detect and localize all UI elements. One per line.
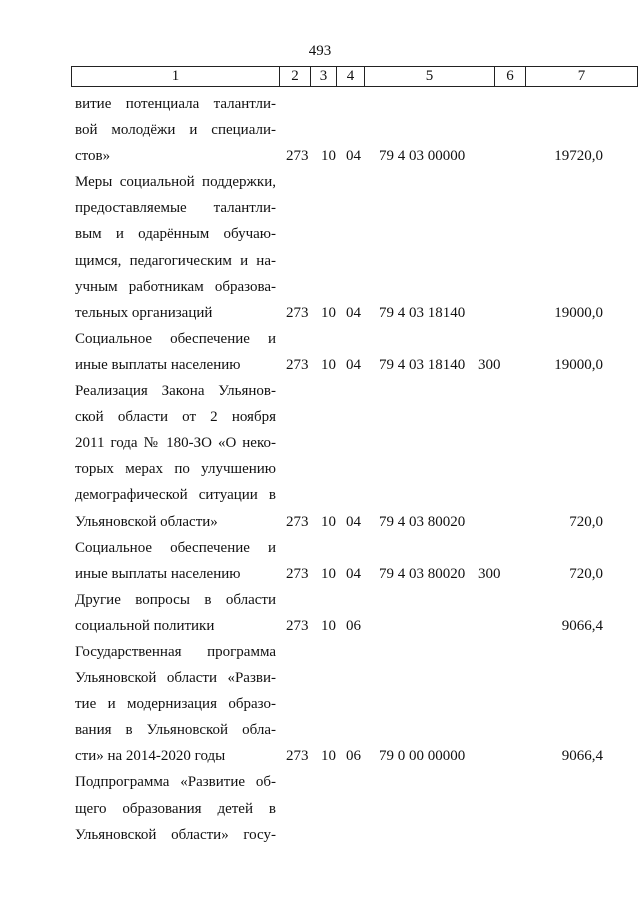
- row-codes: [0, 143, 640, 169]
- cell-c5: 79 4 03 18140: [379, 356, 466, 373]
- description-line: стов»: [75, 148, 111, 165]
- description-line: Социальное обеспечение и: [75, 330, 276, 347]
- cell-c5: 79 4 03 80020: [379, 565, 466, 582]
- description-line: иные выплаты населению: [75, 565, 241, 582]
- cell-c3: 10: [321, 748, 336, 765]
- row-codes: [0, 743, 640, 769]
- description-line: Другие вопросы в области: [75, 591, 276, 608]
- cell-c6: 300: [478, 565, 501, 582]
- header-col-7: 7: [526, 66, 638, 87]
- cell-c4: 04: [346, 148, 361, 165]
- table-row: [0, 639, 640, 769]
- table-row: [0, 587, 640, 639]
- table-row: [0, 326, 640, 378]
- row-codes: [0, 822, 640, 848]
- cell-c4: 06: [346, 617, 361, 634]
- cell-c5: 79 0 00 00000: [379, 748, 466, 765]
- cell-c3: 10: [321, 148, 336, 165]
- description-line: Ульяновской области» госу-: [75, 826, 276, 843]
- description-line: Государственная программа: [75, 643, 276, 660]
- description-line: тие и модернизация образо-: [75, 696, 276, 713]
- cell-c4: 06: [346, 748, 361, 765]
- row-codes: [0, 561, 640, 587]
- cell-c2: 273: [286, 617, 309, 634]
- table-row: [0, 535, 640, 587]
- description-line: Подпрограмма «Развитие об-: [75, 774, 276, 791]
- cell-c7: 9066,4: [561, 617, 603, 634]
- cell-c2: 273: [286, 148, 309, 165]
- description-line: Ульяновской области «Разви-: [75, 670, 276, 687]
- table-header: [71, 66, 638, 87]
- description-line: Меры социальной поддержки,: [75, 174, 276, 191]
- description-line: иные выплаты населению: [75, 356, 241, 373]
- description-line: Реализация Закона Ульянов-: [75, 383, 276, 400]
- cell-c5: 79 4 03 18140: [379, 304, 466, 321]
- cell-c7: 720,0: [569, 513, 603, 530]
- header-col-1: 1: [71, 66, 280, 87]
- cell-c7: 19000,0: [554, 356, 603, 373]
- description-line: вым и одарённым обучаю-: [75, 226, 276, 243]
- cell-c2: 273: [286, 356, 309, 373]
- description-line: Ульяновской области»: [75, 513, 218, 530]
- description-line: сти» на 2014-2020 годы: [75, 748, 226, 765]
- cell-c4: 04: [346, 565, 361, 582]
- cell-c2: 273: [286, 304, 309, 321]
- cell-c7: 19000,0: [554, 304, 603, 321]
- description-line: щимся, педагогическим и на-: [75, 252, 276, 269]
- table-row: [0, 769, 640, 847]
- cell-c3: 10: [321, 617, 336, 634]
- cell-c3: 10: [321, 565, 336, 582]
- header-col-6: 6: [495, 66, 526, 87]
- cell-c3: 10: [321, 356, 336, 373]
- row-codes: [0, 613, 640, 639]
- cell-c6: 300: [478, 356, 501, 373]
- cell-c7: 19720,0: [554, 148, 603, 165]
- description-line: ской области от 2 ноября: [75, 409, 276, 426]
- table-body: [0, 91, 640, 848]
- description-line: 2011 года № 180-ЗО «О неко-: [75, 435, 276, 452]
- row-codes: [0, 509, 640, 535]
- description-line: вой молодёжи и специали-: [75, 122, 276, 139]
- row-codes: [0, 300, 640, 326]
- description-line: щего образования детей в: [75, 800, 276, 817]
- description-line: тельных организаций: [75, 304, 213, 321]
- cell-c4: 04: [346, 304, 361, 321]
- description-line: торых мерах по улучшению: [75, 461, 276, 478]
- header-col-3: 3: [311, 66, 337, 87]
- table-row: [0, 169, 640, 326]
- description-line: демографической ситуации в: [75, 487, 276, 504]
- description-line: Социальное обеспечение и: [75, 539, 276, 556]
- cell-c7: 9066,4: [561, 748, 603, 765]
- header-col-5: 5: [365, 66, 495, 87]
- description-line: предоставляемые талантли-: [75, 200, 276, 217]
- cell-c5: 79 4 03 80020: [379, 513, 466, 530]
- description-line: учным работникам образова-: [75, 278, 276, 295]
- cell-c3: 10: [321, 513, 336, 530]
- description-line: вания в Ульяновской обла-: [75, 722, 276, 739]
- row-codes: [0, 352, 640, 378]
- header-col-2: 2: [280, 66, 311, 87]
- cell-c5: 79 4 03 00000: [379, 148, 466, 165]
- description-line: социальной политики: [75, 617, 215, 634]
- cell-c2: 273: [286, 565, 309, 582]
- page-number: 493: [308, 43, 332, 59]
- cell-c4: 04: [346, 356, 361, 373]
- table-row: [0, 91, 640, 169]
- cell-c2: 273: [286, 748, 309, 765]
- header-col-4: 4: [337, 66, 365, 87]
- table-row: [0, 378, 640, 535]
- cell-c3: 10: [321, 304, 336, 321]
- cell-c2: 273: [286, 513, 309, 530]
- cell-c7: 720,0: [569, 565, 603, 582]
- description-line: витие потенциала талантли-: [75, 96, 276, 112]
- cell-c4: 04: [346, 513, 361, 530]
